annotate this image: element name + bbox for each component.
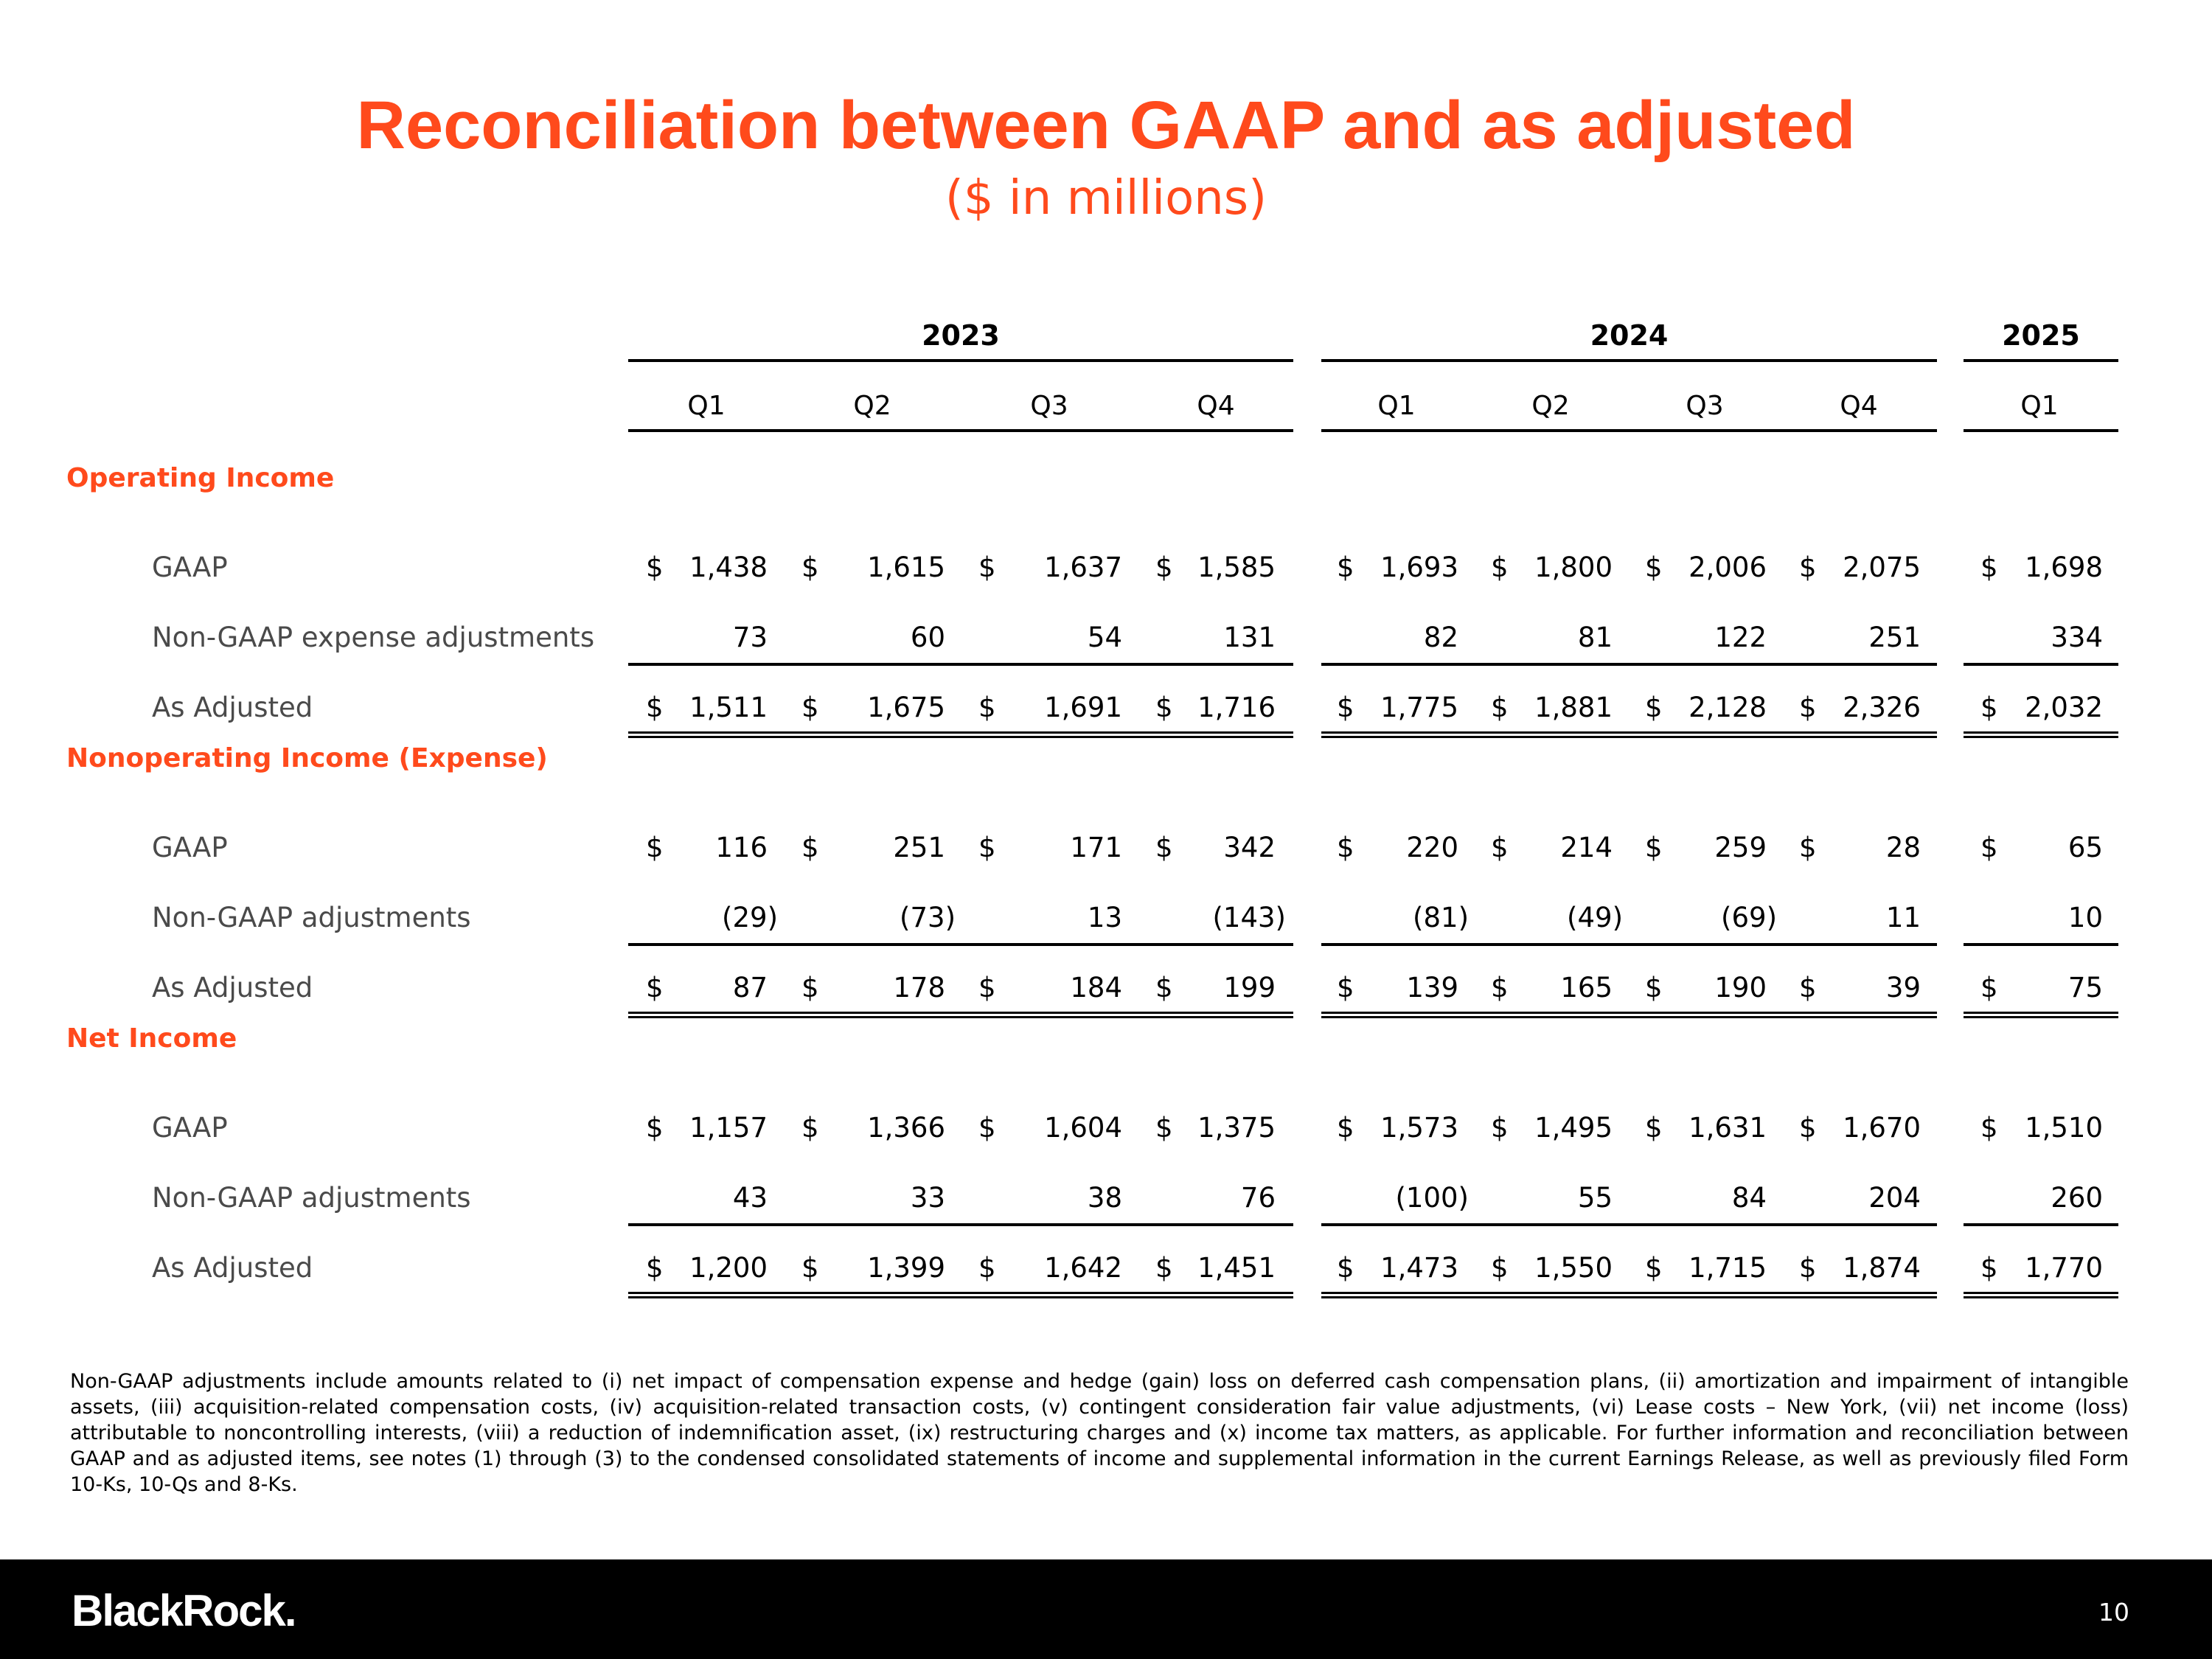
table-cell: 38 xyxy=(1087,1182,1122,1214)
row-label: Non-GAAP adjustments xyxy=(152,1182,471,1214)
table-cell: 11 xyxy=(1885,902,1921,933)
dollar-sign: $ xyxy=(1980,552,1998,583)
table-cell: 1,716 xyxy=(1197,692,1276,723)
quarter-underline-2023 xyxy=(628,429,1293,432)
table-cell: 2,326 xyxy=(1843,692,1921,723)
row-label: GAAP xyxy=(152,1112,228,1144)
table-cell: 139 xyxy=(1406,972,1458,1004)
dollar-sign: $ xyxy=(978,972,996,1004)
quarter-header: Q1 xyxy=(687,391,726,421)
table-cell: 2,006 xyxy=(1688,552,1767,583)
dollar-sign: $ xyxy=(1980,972,1998,1004)
row-label: Non-GAAP adjustments xyxy=(152,902,471,933)
table-cell: 165 xyxy=(1560,972,1613,1004)
footnote: Non-GAAP adjustments include amounts related to (i) net impact of compensation expense and hedge (gain) loss on deferred cash compensation plans, (ii) amortization and impairment of intangible assets, (iii) acquisition-related compensation costs, (iv) acquisition-related transaction costs, (v) contingent consideration fair value adjustments, (vi) Lease costs – New York, (vii) net income (loss) attributable to noncontrolling interests, (viii) a reduction of indemnification asset, (ix) restructuring charges and (x) income tax matters, as applicable. For further information and reconciliation between GAAP and as adjusted items, see notes (1) through (3) to the condensed consolidated statements of income and supplemental information in the current Earnings Release, as well as previously filed Form 10-Ks, 10-Qs and 8-Ks. xyxy=(70,1370,2129,1496)
section-heading-nonoperating-income: Nonoperating Income (Expense) xyxy=(66,743,548,773)
dollar-sign: $ xyxy=(1155,1252,1173,1284)
subtotal-rule xyxy=(1964,943,2118,946)
year-underline-2024 xyxy=(1321,359,1937,362)
quarter-header: Q1 xyxy=(1377,391,1416,421)
table-cell: 1,495 xyxy=(1534,1112,1613,1144)
quarter-header: Q4 xyxy=(1197,391,1235,421)
dollar-sign: $ xyxy=(1980,832,1998,863)
table-cell: 204 xyxy=(1868,1182,1921,1214)
dollar-sign: $ xyxy=(1799,832,1817,863)
table-cell: 1,881 xyxy=(1534,692,1613,723)
table-cell: 43 xyxy=(732,1182,768,1214)
dollar-sign: $ xyxy=(646,972,664,1004)
row-label: As Adjusted xyxy=(152,972,313,1004)
dollar-sign: $ xyxy=(1645,1252,1663,1284)
row-label: GAAP xyxy=(152,552,228,583)
dollar-sign: $ xyxy=(1799,972,1817,1004)
row-label: GAAP xyxy=(152,832,228,863)
table-cell: 84 xyxy=(1731,1182,1767,1214)
table-cell: 1,573 xyxy=(1380,1112,1458,1144)
dollar-sign: $ xyxy=(801,1252,819,1284)
dollar-sign: $ xyxy=(1155,552,1173,583)
year-underline-2025 xyxy=(1964,359,2118,362)
table-cell: 1,615 xyxy=(867,552,945,583)
dollar-sign: $ xyxy=(1155,1112,1173,1144)
dollar-sign: $ xyxy=(978,832,996,863)
total-double-rule xyxy=(1321,1012,1937,1018)
table-cell: 184 xyxy=(1070,972,1122,1004)
table-cell: 54 xyxy=(1087,622,1122,653)
table-cell: 1,874 xyxy=(1843,1252,1921,1284)
table-cell: (81) xyxy=(1413,902,1469,933)
dollar-sign: $ xyxy=(1491,1112,1509,1144)
table-cell: 122 xyxy=(1714,622,1767,653)
table-cell: 251 xyxy=(1868,622,1921,653)
table-cell: 1,511 xyxy=(689,692,768,723)
dollar-sign: $ xyxy=(1491,832,1509,863)
dollar-sign: $ xyxy=(1337,972,1354,1004)
dollar-sign: $ xyxy=(978,1112,996,1144)
subtotal-rule xyxy=(628,1223,1293,1226)
subtotal-rule xyxy=(1321,1223,1937,1226)
year-header-2024: 2024 xyxy=(1590,319,1669,352)
dollar-sign: $ xyxy=(1799,552,1817,583)
dollar-sign: $ xyxy=(1980,1252,1998,1284)
section-heading-operating-income: Operating Income xyxy=(66,463,335,493)
dollar-sign: $ xyxy=(1155,692,1173,723)
dollar-sign: $ xyxy=(978,692,996,723)
dollar-sign: $ xyxy=(1155,972,1173,1004)
subtotal-rule xyxy=(628,663,1293,666)
table-cell: 1,691 xyxy=(1044,692,1122,723)
dollar-sign: $ xyxy=(801,972,819,1004)
total-double-rule xyxy=(1964,1292,2118,1298)
table-cell: 2,128 xyxy=(1688,692,1767,723)
footer-bar xyxy=(0,1559,2212,1659)
table-cell: 55 xyxy=(1577,1182,1613,1214)
table-cell: 1,399 xyxy=(867,1252,945,1284)
year-underline-2023 xyxy=(628,359,1293,362)
section-heading-net-income: Net Income xyxy=(66,1023,237,1054)
table-cell: 1,510 xyxy=(2025,1112,2103,1144)
dollar-sign: $ xyxy=(1337,832,1354,863)
dollar-sign: $ xyxy=(646,1112,664,1144)
table-cell: 1,604 xyxy=(1044,1112,1122,1144)
table-cell: 1,675 xyxy=(867,692,945,723)
table-cell: 82 xyxy=(1423,622,1458,653)
table-cell: 1,366 xyxy=(867,1112,945,1144)
dollar-sign: $ xyxy=(1645,692,1663,723)
table-cell: 75 xyxy=(2067,972,2103,1004)
table-cell: 116 xyxy=(715,832,768,863)
subtotal-rule xyxy=(1964,1223,2118,1226)
table-cell: 199 xyxy=(1223,972,1276,1004)
page-subtitle: ($ in millions) xyxy=(945,171,1267,226)
table-cell: 1,670 xyxy=(1843,1112,1921,1144)
quarter-header: Q2 xyxy=(853,391,891,421)
table-cell: 2,075 xyxy=(1843,552,1921,583)
dollar-sign: $ xyxy=(646,832,664,863)
row-label: As Adjusted xyxy=(152,1252,313,1284)
dollar-sign: $ xyxy=(646,1252,664,1284)
table-cell: 1,642 xyxy=(1044,1252,1122,1284)
total-double-rule xyxy=(1321,1292,1937,1298)
dollar-sign: $ xyxy=(1155,832,1173,863)
dollar-sign: $ xyxy=(1980,692,1998,723)
table-cell: 33 xyxy=(910,1182,945,1214)
table-cell: (143) xyxy=(1212,902,1286,933)
dollar-sign: $ xyxy=(1799,1112,1817,1144)
table-cell: 1,200 xyxy=(689,1252,768,1284)
table-cell: 190 xyxy=(1714,972,1767,1004)
page-number: 10 xyxy=(2098,1598,2129,1627)
table-cell: 220 xyxy=(1406,832,1458,863)
table-cell: (69) xyxy=(1721,902,1777,933)
page-title: Reconciliation between GAAP and as adjusted xyxy=(356,88,1856,163)
year-header-2023: 2023 xyxy=(922,319,1000,352)
dollar-sign: $ xyxy=(1491,1252,1509,1284)
table-cell: 1,585 xyxy=(1197,552,1276,583)
table-cell: (100) xyxy=(1395,1182,1469,1214)
quarter-header: Q2 xyxy=(1531,391,1570,421)
dollar-sign: $ xyxy=(1491,972,1509,1004)
table-cell: 171 xyxy=(1070,832,1122,863)
table-cell: 1,637 xyxy=(1044,552,1122,583)
total-double-rule xyxy=(1964,731,2118,738)
blackrock-logo: BlackRock. xyxy=(72,1586,296,1635)
table-cell: 1,157 xyxy=(689,1112,768,1144)
table-cell: 87 xyxy=(732,972,768,1004)
table-cell: 1,715 xyxy=(1688,1252,1767,1284)
row-label: Non-GAAP expense adjustments xyxy=(152,622,595,653)
dollar-sign: $ xyxy=(1491,692,1509,723)
table-cell: 39 xyxy=(1885,972,1921,1004)
table-cell: 1,438 xyxy=(689,552,768,583)
dollar-sign: $ xyxy=(801,832,819,863)
quarter-header: Q3 xyxy=(1686,391,1724,421)
table-cell: 178 xyxy=(893,972,945,1004)
total-double-rule xyxy=(1321,731,1937,738)
quarter-header: Q4 xyxy=(1840,391,1878,421)
table-cell: 1,693 xyxy=(1380,552,1458,583)
dollar-sign: $ xyxy=(1337,1112,1354,1144)
table-cell: 260 xyxy=(2051,1182,2103,1214)
subtotal-rule xyxy=(1964,663,2118,666)
table-cell: 13 xyxy=(1087,902,1122,933)
table-cell: 65 xyxy=(2067,832,2103,863)
table-cell: 251 xyxy=(893,832,945,863)
dollar-sign: $ xyxy=(1337,692,1354,723)
table-cell: 10 xyxy=(2067,902,2103,933)
table-cell: 131 xyxy=(1223,622,1276,653)
table-cell: 1,375 xyxy=(1197,1112,1276,1144)
table-cell: 1,770 xyxy=(2025,1252,2103,1284)
quarter-header: Q1 xyxy=(2020,391,2059,421)
dollar-sign: $ xyxy=(1799,692,1817,723)
subtotal-rule xyxy=(628,943,1293,946)
dollar-sign: $ xyxy=(1645,1112,1663,1144)
total-double-rule xyxy=(628,1292,1293,1298)
table-cell: 73 xyxy=(732,622,768,653)
table-cell: 1,550 xyxy=(1534,1252,1613,1284)
table-cell: 1,775 xyxy=(1380,692,1458,723)
subtotal-rule xyxy=(1321,663,1937,666)
subtotal-rule xyxy=(1321,943,1937,946)
table-cell: (29) xyxy=(722,902,778,933)
table-cell: (49) xyxy=(1567,902,1623,933)
table-cell: 1,451 xyxy=(1197,1252,1276,1284)
dollar-sign: $ xyxy=(1645,972,1663,1004)
table-cell: 76 xyxy=(1240,1182,1276,1214)
dollar-sign: $ xyxy=(646,552,664,583)
dollar-sign: $ xyxy=(1337,1252,1354,1284)
quarter-header: Q3 xyxy=(1030,391,1068,421)
dollar-sign: $ xyxy=(646,692,664,723)
table-cell: 334 xyxy=(2051,622,2103,653)
total-double-rule xyxy=(1964,1012,2118,1018)
table-cell: (73) xyxy=(900,902,956,933)
dollar-sign: $ xyxy=(801,692,819,723)
table-cell: 2,032 xyxy=(2025,692,2103,723)
table-cell: 81 xyxy=(1577,622,1613,653)
dollar-sign: $ xyxy=(1799,1252,1817,1284)
quarter-underline-2025 xyxy=(1964,429,2118,432)
dollar-sign: $ xyxy=(1980,1112,1998,1144)
dollar-sign: $ xyxy=(978,1252,996,1284)
dollar-sign: $ xyxy=(978,552,996,583)
year-header-2025: 2025 xyxy=(2002,319,2080,352)
table-cell: 1,473 xyxy=(1380,1252,1458,1284)
dollar-sign: $ xyxy=(801,1112,819,1144)
table-cell: 1,631 xyxy=(1688,1112,1767,1144)
quarter-underline-2024 xyxy=(1321,429,1937,432)
dollar-sign: $ xyxy=(1491,552,1509,583)
table-cell: 342 xyxy=(1223,832,1276,863)
row-label: As Adjusted xyxy=(152,692,313,723)
total-double-rule xyxy=(628,731,1293,738)
table-cell: 214 xyxy=(1560,832,1613,863)
table-cell: 259 xyxy=(1714,832,1767,863)
total-double-rule xyxy=(628,1012,1293,1018)
dollar-sign: $ xyxy=(1645,832,1663,863)
table-cell: 60 xyxy=(910,622,945,653)
dollar-sign: $ xyxy=(1645,552,1663,583)
table-cell: 1,698 xyxy=(2025,552,2103,583)
table-cell: 1,800 xyxy=(1534,552,1613,583)
dollar-sign: $ xyxy=(801,552,819,583)
dollar-sign: $ xyxy=(1337,552,1354,583)
table-cell: 28 xyxy=(1885,832,1921,863)
